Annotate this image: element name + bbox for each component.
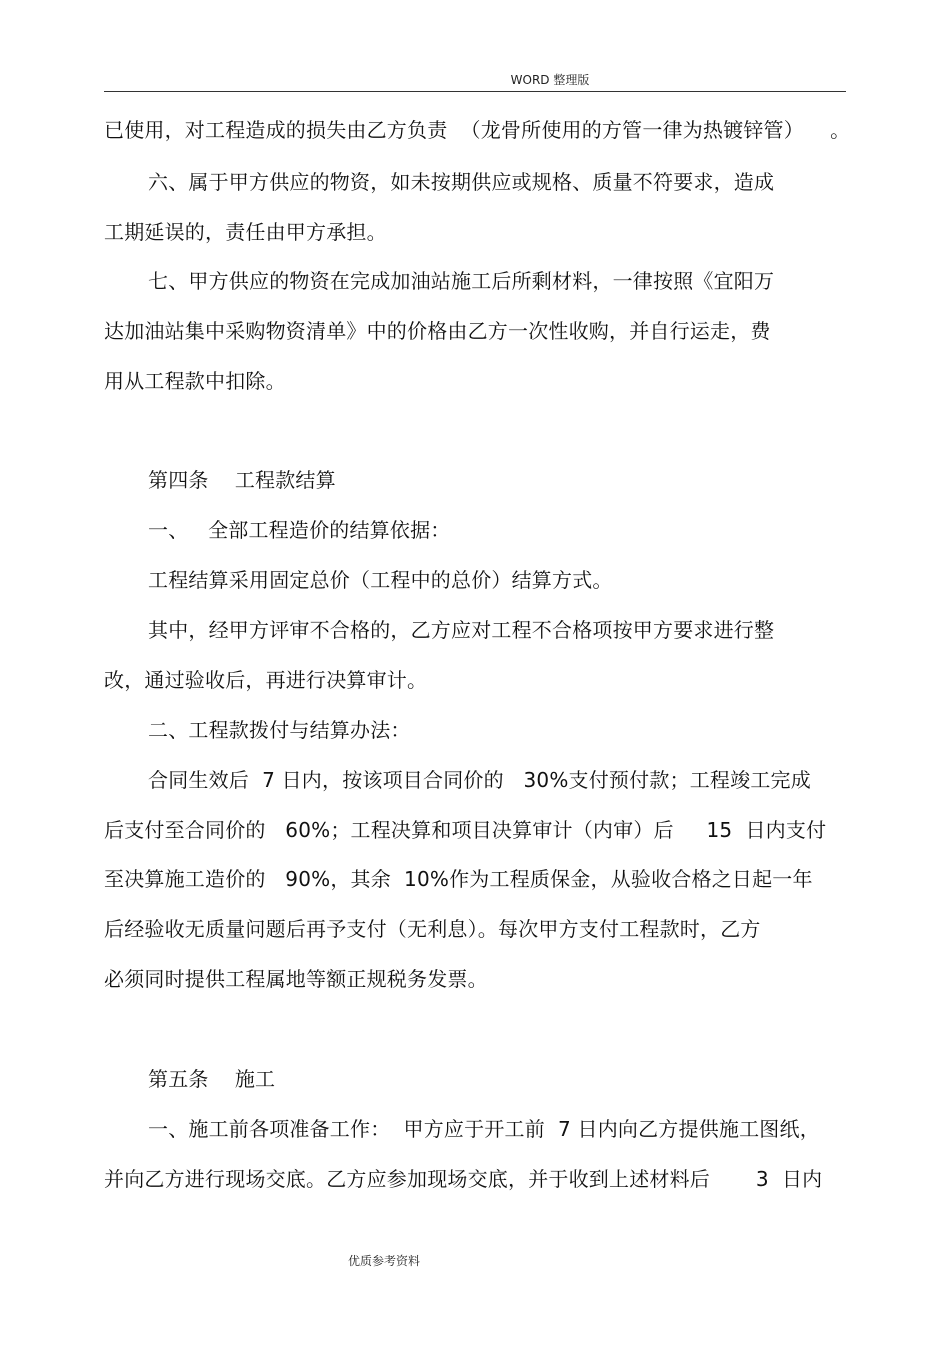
text-line: 已使用，对工程造成的损失由乙方负责 （龙骨所使用的方管一律为热镀锌管） 。	[104, 118, 851, 142]
page-header: WORD 整理版	[510, 73, 590, 87]
text-line: 六、属于甲方供应的物资，如未按期供应或规格、质量不符要求，造成	[148, 170, 775, 194]
text-line: 其中，经甲方评审不合格的，乙方应对工程不合格项按甲方要求进行整	[148, 618, 775, 642]
text-line: 并向乙方进行现场交底。乙方应参加现场交底，并于收到上述材料后 3 日内	[104, 1167, 823, 1191]
header-divider	[104, 91, 846, 92]
text-line: 合同生效后 7 日内，按该项目合同价的 30%支付预付款；工程竣工完成	[148, 768, 811, 792]
text-line: 改，通过验收后，再进行决算审计。	[104, 668, 428, 692]
text-line: 二、工程款拨付与结算办法：	[148, 718, 411, 742]
text-line: 工程结算采用固定总价（工程中的总价）结算方式。	[148, 568, 613, 592]
section-heading: 第五条 施工	[148, 1067, 276, 1091]
text-line: 后支付至合同价的 60%；工程决算和项目决算审计（内审）后 15 日内支付	[104, 818, 827, 842]
text-line: 后经验收无质量问题后再予支付（无利息）。每次甲方支付工程款时，乙方	[104, 917, 761, 941]
text-line: 七、甲方供应的物资在完成加油站施工后所剩材料，一律按照《宜阳万	[148, 269, 775, 293]
page-footer: 优质参考资料	[348, 1254, 421, 1268]
text-line: 必须同时提供工程属地等额正规税务发票。	[104, 967, 488, 991]
text-line: 工期延误的，责任由甲方承担。	[104, 220, 387, 244]
text-line: 至决算施工造价的 90%，其余 10%作为工程质保金，从验收合格之日起一年	[104, 867, 813, 891]
text-line: 一、 全部工程造价的结算依据：	[148, 518, 451, 542]
text-line: 用从工程款中扣除。	[104, 369, 286, 393]
text-line: 一、施工前各项准备工作： 甲方应于开工前 7 日内向乙方提供施工图纸，	[148, 1117, 820, 1141]
section-heading: 第四条 工程款结算	[148, 468, 336, 492]
text-line: 达加油站集中采购物资清单》中的价格由乙方一次性收购，并自行运走，费	[104, 319, 771, 343]
